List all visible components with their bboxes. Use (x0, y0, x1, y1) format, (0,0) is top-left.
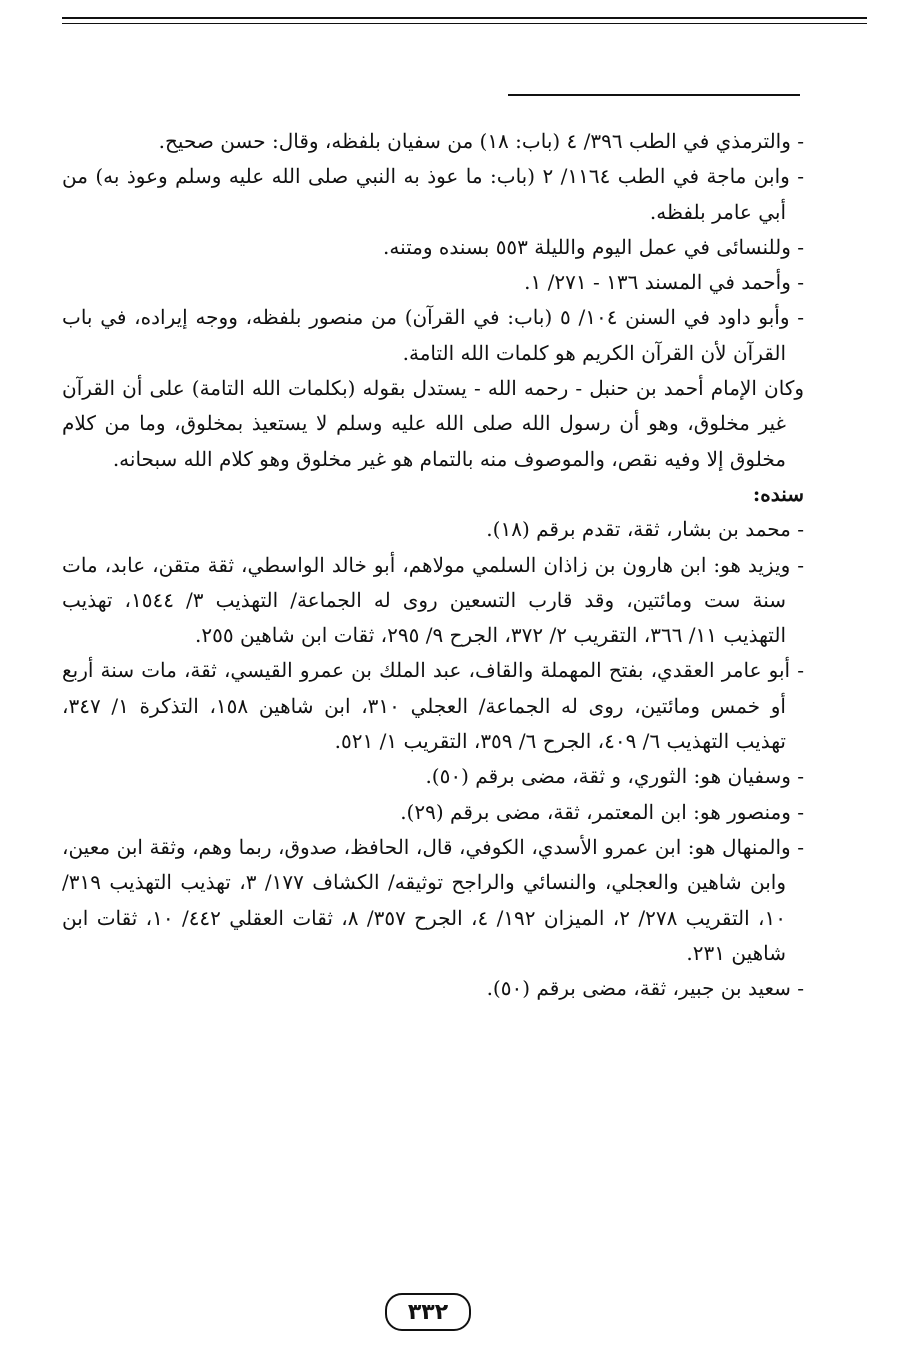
narrator-item-sufyan: - وسفيان هو: الثوري، و ثقة، مضى برقم (٥٠). (425, 764, 804, 789)
page-number: ٣٣٢ (385, 1293, 471, 1331)
narrator-item-minhal: - والمنهال هو: ابن عمرو الأسدي، الكوفي، قال، الحافظ، صدوق، ربما وهم، وثقة ابن معين، وابن شاهين والعجلي، والنسائي والراجح توثيقه/ الكشاف ١٧٧/ ٣، تهذيب التهذيب ٣١٩/ ١٠، التقريب ٢٧٨/ ٢، الميزان ١٩٢/ ٤، الجرح ٣٥٧/ ٨، ثقات العقلي ٤٤٢/ ١٠، ثقات ابن شاهين ٢٣١. (62, 834, 804, 965)
reference-item-ibn-majah: - وابن ماجة في الطب ١١٦٤/ ٢ (باب: ما عوذ به النبي صلى الله عليه وسلم وعوذ به) من أبي عامر بلفظه. (62, 164, 804, 224)
section-heading-sanad: سنده: (752, 481, 804, 506)
footnote-separator-rule (508, 94, 800, 96)
narrator-item-muhammad-bin-bashar: - محمد بن بشار، ثقة، تقدم برقم (١٨). (486, 517, 804, 542)
reference-item-nasai: - وللنسائى في عمل اليوم والليلة ٥٥٣ بسنده ومتنه. (383, 234, 804, 259)
commentary-paragraph: وكان الإمام أحمد بن حنبل - رحمه الله - يستدل بقوله (بكلمات الله التامة) على أن القرآن غير مخلوق، وهو أن رسول الله صلى الله عليه وسلم لا يستعيذ بمخلوق، وما من كلام مخلوق إلا وفيه نقص، والموصوف منه بالتمام هو غير مخلوق وهو كلام الله سبحانه. (62, 376, 804, 471)
narrator-item-mansur: - ومنصور هو: ابن المعتمر، ثقة، مضى برقم (٢٩). (400, 799, 804, 824)
reference-item-tirmidhi: - والترمذي في الطب ٣٩٦/ ٤ (باب: ١٨) من سفيان بلفظه، وقال: حسن صحيح. (158, 129, 804, 153)
footnote-text-block (62, 124, 804, 1006)
reference-item-ahmad: - وأحمد في المسند ١٣٦ - ٢٧١/ ١. (524, 270, 804, 295)
narrator-item-abu-amir: - أبو عامر العقدي، بفتح المهملة والقاف، عبد الملك بن عمرو القيسي، ثقة، مات سنة أربع أو خمس ومائتين، روى له الجماعة/ العجلي ٣١٠، ابن شاهين ١٥٨، التذكرة ١/ ٣٤٧، تهذيب التهذيب ٦/ ٤٠٩، الجرح ٦/ ٣٥٩، التقريب ١/ ٥٢١. (62, 658, 804, 754)
reference-item-abu-dawud: - وأبو داود في السنن ١٠٤/ ٥ (باب: في القرآن) من منصور بلفظه، ووجه إيراده، في باب القرآن لأن القرآن الكريم هو كلمات الله التامة. (62, 305, 804, 365)
header-rule-thin (62, 23, 867, 24)
narrator-item-yazid: - ويزيد هو: ابن هارون بن زاذان السلمي مولاهم، أبو خالد الواسطي، ثقة متقن، عابد، مات سنة ست ومائتين، وقد قارب التسعين روى له الجماعة/ التهذيب ٣/ ١٥٤٤، تهذيب التهذيب ١١/ ٣٦٦، التقريب ٢/ ٣٧٢، الجرح ٩/ ٢٩٥، ثقات ابن شاهين ٢٥٥. (62, 552, 804, 648)
narrator-item-said-bin-jubayr: - سعيد بن جبير، ثقة، مضى برقم (٥٠). (486, 976, 804, 1001)
header-rule-thick (62, 17, 867, 19)
